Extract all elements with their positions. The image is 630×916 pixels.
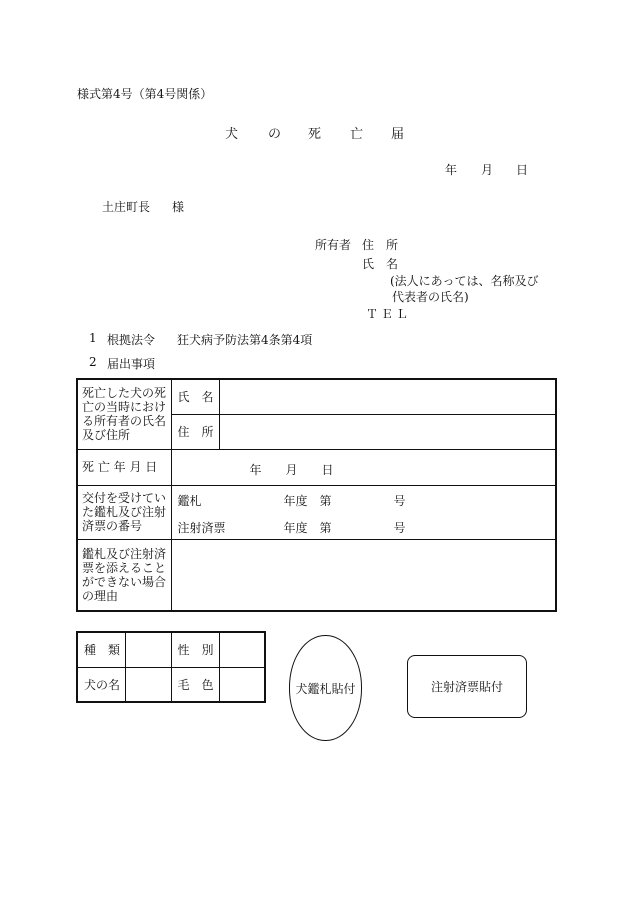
sex-label: 性 別 [171, 632, 219, 667]
tags-field[interactable] [171, 485, 556, 539]
death-date-label: 死 亡 年 月 日 [77, 449, 171, 485]
corp-note-2: 代表者の氏名) [392, 290, 469, 304]
title-char: 届 [391, 127, 405, 142]
date-year: 年 [445, 163, 458, 177]
coat-label: 毛 色 [171, 667, 219, 702]
vaccine-tag-paste-area [407, 655, 527, 718]
vaccine-dai: 第 [319, 520, 332, 535]
sex-field[interactable] [219, 632, 265, 667]
dog-name-label: 犬の名 [77, 667, 125, 702]
title-char: 亡 [350, 127, 364, 142]
dog-tag-paste-area [289, 635, 362, 741]
title-char: 犬 [225, 127, 239, 142]
addressee-name: 土庄町長 [102, 200, 151, 214]
section-2-num: 2 [89, 355, 97, 369]
reason-label: 鑑札及び注射済票を添えることができない場合の理由 [77, 539, 171, 611]
owner-label: 所有者 [315, 238, 352, 252]
owner-name-label: 氏 名 [171, 379, 219, 414]
date-day: 日 [516, 163, 529, 177]
vaccine-label: 注射済票 [177, 520, 226, 535]
owner-address-label: 住 所 [362, 238, 399, 252]
addressee-honorific: 様 [172, 200, 185, 214]
section-1-label: 根拠法令 [107, 333, 156, 347]
kind-field[interactable] [125, 632, 171, 667]
dog-name-field[interactable] [125, 667, 171, 702]
dog-info-table [76, 631, 266, 703]
owner-name-field[interactable] [219, 379, 556, 414]
death-date-field[interactable] [171, 449, 556, 485]
coat-field[interactable] [219, 667, 265, 702]
corp-note-1: (法人にあっては、名称及び [390, 274, 539, 288]
vaccine-nendo: 年度 [283, 520, 308, 535]
form-number: 様式第4号（第4号関係） [77, 87, 213, 101]
vaccine-go: 号 [393, 520, 406, 535]
kind-label: 種 類 [77, 632, 125, 667]
section-1-num: 1 [89, 331, 97, 345]
tag-label: 鑑札 [177, 493, 202, 508]
owner-address-label: 住 所 [171, 414, 219, 449]
title-char: の [268, 127, 282, 142]
tags-label: 交付を受けていた鑑札及び注射済票の番号 [77, 485, 171, 539]
owner-address-field[interactable] [219, 414, 556, 449]
tel-label: ＴＥＬ [366, 307, 412, 321]
section-2-label: 届出事項 [107, 357, 156, 371]
dog-tag-paste-label: 犬鑑札貼付 [295, 681, 356, 696]
title-char: 死 [308, 127, 322, 142]
tag-dai: 第 [319, 493, 332, 508]
death-day-label: 日 [321, 462, 334, 477]
section-1-value: 狂犬病予防法第4条第4項 [177, 333, 313, 347]
death-month-label: 月 [285, 462, 298, 477]
death-year-label: 年 [249, 462, 262, 477]
reason-field[interactable] [171, 539, 556, 611]
tag-go: 号 [393, 493, 406, 508]
vaccine-tag-paste-label: 注射済票貼付 [430, 680, 503, 694]
owner-name-label: 氏 名 [362, 257, 399, 271]
notification-table [76, 378, 557, 612]
owner-at-death-label: 死亡した犬の死亡の当時における所有者の氏名及び住所 [77, 379, 171, 449]
date-month: 月 [481, 163, 494, 177]
tag-nendo: 年度 [283, 493, 308, 508]
